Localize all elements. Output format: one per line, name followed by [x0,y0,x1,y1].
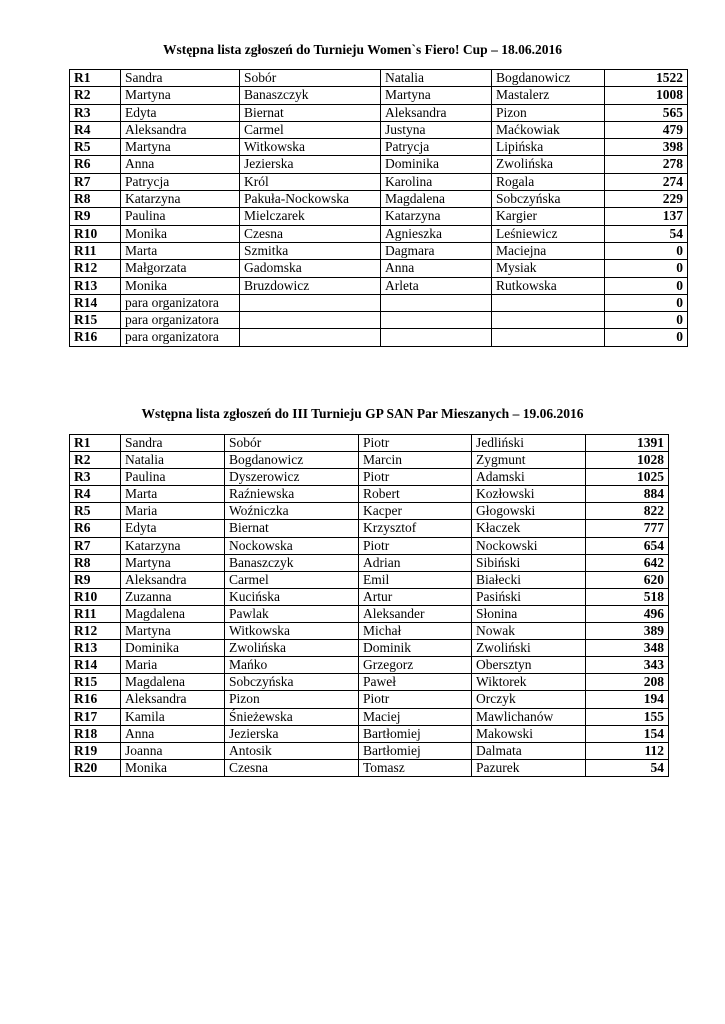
player2-first-name: Grzegorz [359,657,472,674]
pair-code: R6 [70,156,121,173]
player1-last-name: Banaszczyk [240,87,381,104]
player2-first-name: Arleta [381,277,492,294]
player2-last-name: Słonina [472,605,586,622]
pair-code: R7 [70,537,121,554]
points: 0 [605,294,688,311]
table-row [70,623,669,640]
player2-first-name: Martyna [381,87,492,104]
table-row [70,225,688,242]
pair-code: R9 [70,208,121,225]
player1-first-name: Monika [121,277,240,294]
player2-last-name [492,312,605,329]
player2-last-name: Mastalerz [492,87,605,104]
pair-code: R12 [70,260,121,277]
pair-code: R17 [70,708,121,725]
player1-first-name: Aleksandra [121,571,225,588]
table-row [70,759,669,776]
table-row [70,554,669,571]
player1-last-name: Mańko [225,657,359,674]
player1-last-name: Szmitka [240,242,381,259]
table-row [70,657,669,674]
points: 0 [605,329,688,346]
table-row [70,191,688,208]
player2-last-name: Makowski [472,725,586,742]
table-row [70,452,669,469]
player1-last-name: Pakuła-Nockowska [240,191,381,208]
player2-first-name: Paweł [359,674,472,691]
table-row [70,503,669,520]
section2-table [69,434,669,777]
player1-first-name: Maria [121,503,225,520]
player2-first-name: Katarzyna [381,208,492,225]
pair-code: R13 [70,277,121,294]
player1-first-name: Patrycja [121,173,240,190]
table-row [70,260,688,277]
player1-last-name: Mielczarek [240,208,381,225]
points: 496 [586,605,669,622]
points: 0 [605,242,688,259]
player2-last-name: Jedliński [472,435,586,452]
player1-first-name: Joanna [121,742,225,759]
player1-first-name: Marta [121,486,225,503]
player1-last-name: Sobór [225,435,359,452]
player2-first-name [381,312,492,329]
pair-code: R8 [70,191,121,208]
player2-last-name: Kłaczek [472,520,586,537]
player1-first-name: Kamila [121,708,225,725]
player2-first-name: Piotr [359,537,472,554]
points: 194 [586,691,669,708]
player2-first-name: Piotr [359,691,472,708]
points: 54 [586,759,669,776]
player2-last-name: Leśniewicz [492,225,605,242]
pair-code: R16 [70,691,121,708]
points: 208 [586,674,669,691]
section1-table [69,69,688,347]
player2-first-name: Kacper [359,503,472,520]
player2-first-name: Bartłomiej [359,742,472,759]
player2-last-name: Orczyk [472,691,586,708]
player2-last-name: Sobczyńska [492,191,605,208]
pair-code: R15 [70,312,121,329]
player2-first-name: Patrycja [381,139,492,156]
points: 343 [586,657,669,674]
player1-first-name: Natalia [121,452,225,469]
points: 1008 [605,87,688,104]
pair-code: R3 [70,469,121,486]
table-row [70,139,688,156]
player1-first-name: Marta [121,242,240,259]
player2-first-name [381,294,492,311]
section2-title: Wstępna lista zgłoszeń do III Turnieju GP SAN Par Mieszanych – 19.06.2016 [141,406,584,421]
player2-first-name: Adrian [359,554,472,571]
player1-last-name: Zwolińska [225,640,359,657]
table-row [70,725,669,742]
player2-last-name: Zwoliński [472,640,586,657]
table-row [70,70,688,87]
player2-first-name: Aleksander [359,605,472,622]
player2-first-name: Piotr [359,469,472,486]
player1-last-name: Jezierska [225,725,359,742]
pair-code: R16 [70,329,121,346]
points: 822 [586,503,669,520]
player2-last-name: Nockowski [472,537,586,554]
player2-last-name: Rogala [492,173,605,190]
player2-last-name: Białecki [472,571,586,588]
player1-first-name: Edyta [121,520,225,537]
player1-last-name: Czesna [225,759,359,776]
player1-last-name: Sobczyńska [225,674,359,691]
points: 112 [586,742,669,759]
player1-last-name: Bogdanowicz [225,452,359,469]
player2-first-name: Anna [381,260,492,277]
player1-last-name: Witkowska [240,139,381,156]
player1-last-name: Antosik [225,742,359,759]
player2-last-name: Lipińska [492,139,605,156]
player2-first-name: Dominika [381,156,492,173]
player1-last-name: Sobór [240,70,381,87]
player1-first-name: Katarzyna [121,191,240,208]
player1-first-name: para organizatora [121,329,240,346]
player1-first-name: Martyna [121,87,240,104]
pair-code: R1 [70,435,121,452]
pair-code: R4 [70,486,121,503]
table-row [70,742,669,759]
pair-code: R14 [70,657,121,674]
player2-last-name: Maćkowiak [492,121,605,138]
pair-code: R3 [70,104,121,121]
player1-last-name [240,294,381,311]
player1-first-name: Magdalena [121,674,225,691]
points: 1028 [586,452,669,469]
pair-code: R6 [70,520,121,537]
player1-first-name: Sandra [121,435,225,452]
table-row [70,469,669,486]
player2-first-name: Robert [359,486,472,503]
points: 884 [586,486,669,503]
player2-first-name: Natalia [381,70,492,87]
player1-last-name: Pawlak [225,605,359,622]
player2-first-name: Bartłomiej [359,725,472,742]
pair-code: R5 [70,139,121,156]
player2-first-name: Piotr [359,435,472,452]
pair-code: R4 [70,121,121,138]
table-row [70,242,688,259]
table-row [70,294,688,311]
player1-first-name: Aleksandra [121,121,240,138]
player1-first-name: para organizatora [121,294,240,311]
player1-first-name: Monika [121,225,240,242]
player1-last-name: Raźniewska [225,486,359,503]
player1-last-name: Carmel [240,121,381,138]
table-row [70,605,669,622]
points: 565 [605,104,688,121]
player2-first-name: Justyna [381,121,492,138]
player2-first-name: Tomasz [359,759,472,776]
points: 620 [586,571,669,588]
player1-last-name: Dyszerowicz [225,469,359,486]
player2-last-name: Kozłowski [472,486,586,503]
player2-last-name: Obersztyn [472,657,586,674]
player2-last-name: Zygmunt [472,452,586,469]
points: 479 [605,121,688,138]
table-row [70,708,669,725]
points: 389 [586,623,669,640]
pair-code: R10 [70,225,121,242]
player2-last-name: Bogdanowicz [492,70,605,87]
points: 1025 [586,469,669,486]
player2-first-name: Karolina [381,173,492,190]
player1-first-name: Małgorzata [121,260,240,277]
pair-code: R19 [70,742,121,759]
player2-first-name: Dominik [359,640,472,657]
player2-last-name [492,329,605,346]
player1-last-name: Woźniczka [225,503,359,520]
player2-last-name: Głogowski [472,503,586,520]
player1-last-name: Carmel [225,571,359,588]
table-row [70,329,688,346]
player2-first-name [381,329,492,346]
player1-first-name: Katarzyna [121,537,225,554]
player1-last-name: Śnieżewska [225,708,359,725]
section1-title: Wstępna lista zgłoszeń do Turnieju Women`s Fiero! Cup – 18.06.2016 [163,42,562,57]
player1-first-name: Zuzanna [121,588,225,605]
player2-last-name: Pizon [492,104,605,121]
player2-last-name: Mysiak [492,260,605,277]
pair-code: R1 [70,70,121,87]
table-row [70,121,688,138]
pair-code: R9 [70,571,121,588]
player1-last-name: Pizon [225,691,359,708]
table-row [70,104,688,121]
player1-first-name: Paulina [121,469,225,486]
table-row [70,208,688,225]
table-row [70,571,669,588]
pair-code: R14 [70,294,121,311]
points: 54 [605,225,688,242]
player2-first-name: Agnieszka [381,225,492,242]
player2-last-name: Mawlichanów [472,708,586,725]
player1-first-name: Martyna [121,554,225,571]
points: 278 [605,156,688,173]
player2-last-name: Maciejna [492,242,605,259]
points: 642 [586,554,669,571]
points: 398 [605,139,688,156]
pair-code: R8 [70,554,121,571]
player2-first-name: Michał [359,623,472,640]
player1-first-name: Dominika [121,640,225,657]
table-row [70,435,669,452]
table-row [70,537,669,554]
player1-first-name: Monika [121,759,225,776]
player1-first-name: Anna [121,725,225,742]
points: 274 [605,173,688,190]
points: 0 [605,277,688,294]
player1-first-name: Martyna [121,139,240,156]
player2-first-name: Dagmara [381,242,492,259]
pair-code: R7 [70,173,121,190]
player2-first-name: Maciej [359,708,472,725]
table-row [70,691,669,708]
points: 1391 [586,435,669,452]
player1-last-name: Czesna [240,225,381,242]
player2-last-name [492,294,605,311]
table-row [70,173,688,190]
player2-last-name: Pasiński [472,588,586,605]
pair-code: R18 [70,725,121,742]
table-row [70,156,688,173]
pair-code: R13 [70,640,121,657]
player2-last-name: Kargier [492,208,605,225]
points: 0 [605,260,688,277]
player2-first-name: Magdalena [381,191,492,208]
table-row [70,588,669,605]
points: 0 [605,312,688,329]
player2-last-name: Rutkowska [492,277,605,294]
player1-first-name: Anna [121,156,240,173]
points: 155 [586,708,669,725]
player1-first-name: Edyta [121,104,240,121]
player1-last-name: Biernat [240,104,381,121]
player2-first-name: Aleksandra [381,104,492,121]
player1-last-name [240,312,381,329]
table-row [70,520,669,537]
player1-last-name: Biernat [225,520,359,537]
pair-code: R2 [70,452,121,469]
player2-last-name: Zwolińska [492,156,605,173]
player2-last-name: Pazurek [472,759,586,776]
pair-code: R11 [70,242,121,259]
pair-code: R11 [70,605,121,622]
points: 229 [605,191,688,208]
pair-code: R2 [70,87,121,104]
player2-first-name: Artur [359,588,472,605]
pair-code: R15 [70,674,121,691]
player1-last-name: Kucińska [225,588,359,605]
table-row [70,674,669,691]
player2-last-name: Wiktorek [472,674,586,691]
player1-last-name [240,329,381,346]
player1-first-name: Martyna [121,623,225,640]
player1-first-name: para organizatora [121,312,240,329]
player1-last-name: Bruzdowicz [240,277,381,294]
pair-code: R20 [70,759,121,776]
player1-last-name: Jezierska [240,156,381,173]
player1-last-name: Witkowska [225,623,359,640]
player1-last-name: Gadomska [240,260,381,277]
points: 777 [586,520,669,537]
player1-first-name: Magdalena [121,605,225,622]
player1-first-name: Aleksandra [121,691,225,708]
player2-first-name: Marcin [359,452,472,469]
pair-code: R10 [70,588,121,605]
player1-first-name: Sandra [121,70,240,87]
points: 348 [586,640,669,657]
player2-last-name: Dalmata [472,742,586,759]
player1-first-name: Maria [121,657,225,674]
table-row [70,87,688,104]
table-row [70,486,669,503]
player1-last-name: Nockowska [225,537,359,554]
table-row [70,312,688,329]
player1-last-name: Banaszczyk [225,554,359,571]
player2-first-name: Krzysztof [359,520,472,537]
player1-first-name: Paulina [121,208,240,225]
player2-last-name: Sibiński [472,554,586,571]
pair-code: R5 [70,503,121,520]
player1-last-name: Król [240,173,381,190]
points: 518 [586,588,669,605]
points: 1522 [605,70,688,87]
table-row [70,277,688,294]
player2-last-name: Nowak [472,623,586,640]
points: 654 [586,537,669,554]
player2-first-name: Emil [359,571,472,588]
table-row [70,640,669,657]
points: 154 [586,725,669,742]
player2-last-name: Adamski [472,469,586,486]
points: 137 [605,208,688,225]
pair-code: R12 [70,623,121,640]
